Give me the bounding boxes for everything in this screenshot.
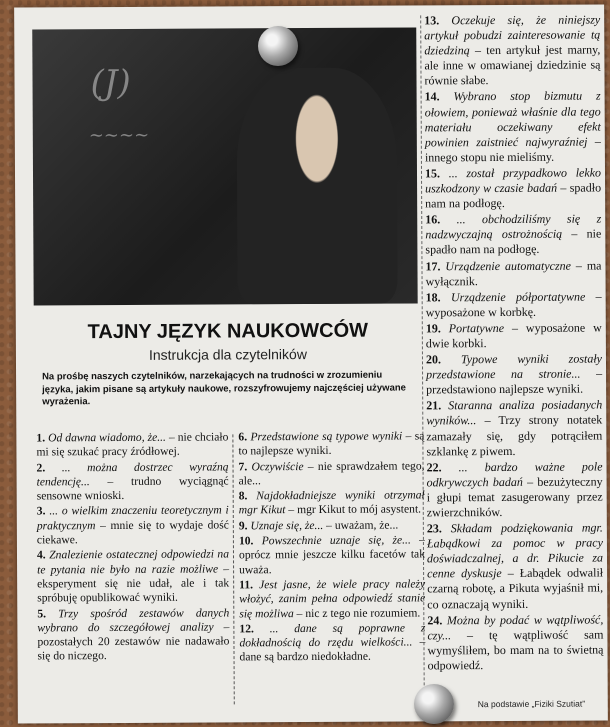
article-subtitle: Instrukcja dla czytelników	[148, 346, 307, 363]
chalkboard-writing: ~~~~	[88, 124, 150, 147]
list-item: 21. Staranna analiza posiadanych wyników... – Trzy strony notatek zamazały się, gdy potrąciłem szklankę z piwem.	[426, 397, 603, 459]
list-item: 19. Portatywne – wyposażone w dwie korbki.	[425, 320, 602, 351]
list-item: 17. Urządzenie automatyczne – ma wyłącznik.	[425, 257, 602, 288]
column-3	[424, 12, 603, 674]
scientist-photo	[32, 27, 417, 305]
list-item: 6. Przedstawione są typowe wyniki – są to najlepsze wyniki.	[238, 429, 425, 458]
thumbtack-pin	[258, 26, 298, 66]
chalkboard-writing: (J)	[90, 62, 131, 104]
list-item: 18. Urządzenie półportatywne – wyposażone w korbkę.	[425, 289, 602, 320]
article-intro: Na prośbę naszych czytelników, narzekających na trudności w zrozumieniu języka, jakim pisane są artykuły naukowe, rozszyfrowujemy najczęściej używane wyrażenia.	[42, 369, 406, 408]
list-item: 22. ... bardzo ważne pole odkrywczych badań – bezużyteczny i głupi temat zasugerowany przez zwierzchników.	[426, 459, 603, 520]
list-item: 8. Najdokładniejsze wyniki otrzymał mgr Kikut – mgr Kikut to mój asystent.	[238, 488, 425, 517]
list-item: 16. ... obchodziliśmy się z nadzwyczajną ostrożnością – nie spadło nam na podłogę.	[425, 211, 602, 257]
thumbtack-pin	[414, 684, 454, 724]
list-item: 23. Składam podziękowania mgr. Łabądkowi za pomoc w pracy doświadczalnej, a dr. Pikucie za cenne dyskusje – Łabądek odwalił czarną robotę, a Pikuta wyjaśnił mi, co oznaczają wyniki.	[426, 520, 604, 611]
scientist-figure	[236, 68, 397, 305]
list-item: 14. Wybrano stop bizmutu z ołowiem, ponieważ właśnie dla tego materiału oczekiwany efekt powinien zaistnieć najwyraźniej – innego stopu nie mieliśmy.	[424, 88, 601, 165]
list-item: 7. Oczywiście – nie sprawdzałem tego, ale...	[238, 459, 425, 488]
list-item: 13. Oczekuje się, że niniejszy artykuł pobudzi zainteresowanie tą dziedziną – ten artykuł jest marny, ale inne w omawianej dziedzinie są równie słabe.	[424, 12, 601, 88]
list-item: 3. ... o wielkim znaczeniu teoretycznym i praktycznym – mnie się to wydaje dość ciekawe.	[36, 503, 229, 547]
list-item: 4. Znalezienie ostatecznej odpowiedzi na te pytania nie było na razie możliwe – eksperyment się nie udał, ale i tak spróbuję opublikować wyniki.	[36, 547, 230, 605]
list-item: 5. Trzy spośród zestawów danych wybrano do szczegółowej analizy – pozostałych 20 zestawów nie nadawało się do niczego.	[37, 605, 230, 663]
article-source: Na podstawie „Fiziki Szutiat”	[477, 698, 586, 710]
list-item: 24. Można by podać w wątpliwość, czy... – tę wątpliwość sam wymyśliłem, bo mam na to świetną odpowiedź.	[427, 612, 604, 673]
column-2	[238, 429, 425, 666]
list-item: 1. Od dawna wiadomo, że... – nie chciało mi się szukać pracy źródłowej.	[36, 430, 229, 459]
newspaper-clipping	[14, 4, 608, 723]
list-item: 20. Typowe wyniki zostały przedstawione na stronie... – przedstawiono najlepsze wyniki.	[425, 351, 603, 397]
list-item: 12. ... dane są poprawne z dokładnością do rzędu wielkości... – dane są bardzo niedokładne.	[239, 621, 426, 664]
column-1	[36, 430, 229, 665]
list-item: 10. Powszechnie uznaje się, że... – oprócz mnie jeszcze kilku facetów tak uważa.	[238, 533, 426, 577]
column-divider	[232, 434, 234, 704]
article-title: TAJNY JĘZYK NAUKOWCÓW	[87, 319, 369, 344]
list-item: 9. Uznaje się, że... – uważam, że...	[238, 518, 399, 533]
list-item: 15. ... został przypadkowo lekko uszkodzony w czasie badań – spadło nam na podłogę.	[424, 165, 602, 211]
list-item: 11. Jest jasne, że wiele pracy należy włożyć, zanim pełna odpowiedź stanie się możliwa – nic z tego nie rozumiem.	[239, 577, 426, 620]
list-item: 2. ... można dostrzec wyraźną tendencję... – trudno wyciągnąć sensowne wnioski.	[36, 460, 229, 503]
